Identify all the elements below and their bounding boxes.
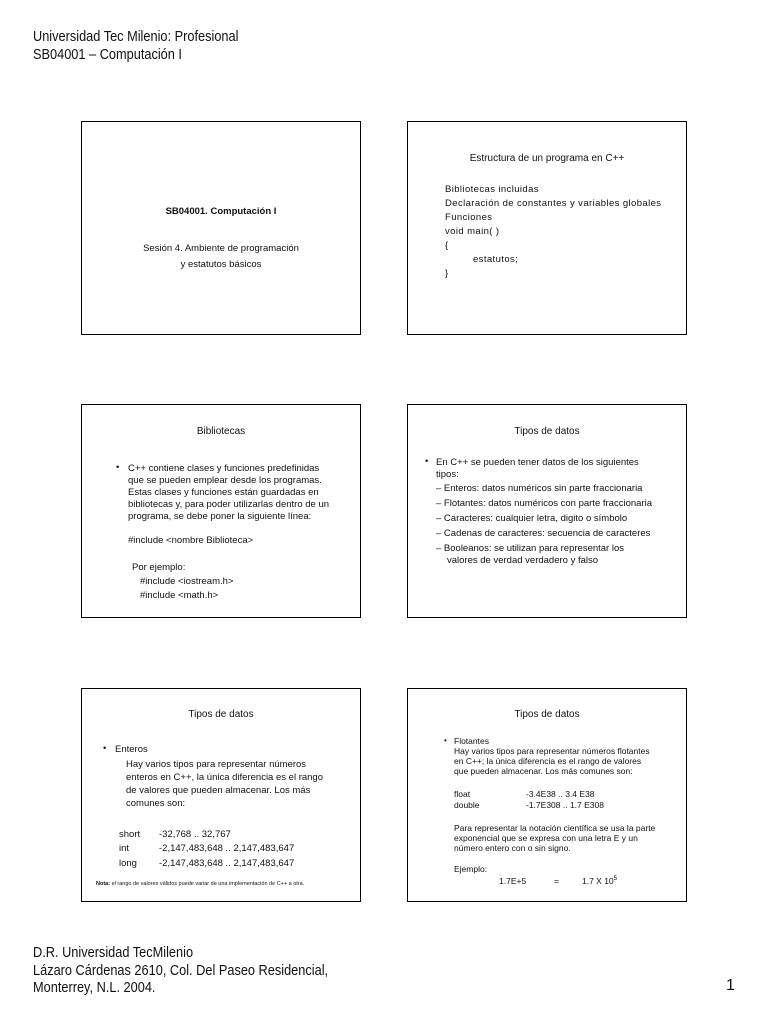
slide-3 <box>81 404 361 618</box>
code-line: void main( ) <box>445 226 500 237</box>
slide-6 <box>407 688 687 902</box>
slide-5-title: Tipos de datos <box>188 709 254 720</box>
example-right-base: 1.7 X 10 <box>582 876 614 886</box>
bullet-text: Flotantes <box>454 736 489 746</box>
slide-1 <box>81 121 361 335</box>
slide-2 <box>407 121 687 335</box>
intro-text: En C++ se pueden tener datos de los siguientes <box>436 457 639 468</box>
bullet-dot: • <box>103 743 107 754</box>
sci-line: exponencial que se expresa con una letra E y un <box>454 833 638 843</box>
example-label: Ejemplo: <box>454 864 488 874</box>
code-line: Declaración de constantes y variables globales <box>445 198 662 209</box>
desc-line: Hay varios tipos para representar números flotantes <box>454 746 650 756</box>
sub-item: – Enteros: datos numéricos sin parte fraccionaria <box>436 483 643 494</box>
footer-line-3: Monterrey, N.L. 2004. <box>33 980 156 996</box>
desc-line: de valores que pueden almacenar. Los más <box>126 785 311 796</box>
slide-5 <box>81 688 361 902</box>
type-range: -32,768 .. 32,767 <box>159 829 231 840</box>
example-right <box>582 876 617 886</box>
slide-2-title: Estructura de un programa en C++ <box>469 153 625 164</box>
bullet-dot: • <box>116 462 120 473</box>
type-name: short <box>119 829 141 840</box>
desc-line: enteros en C++, la única diferencia es el rango <box>126 772 323 783</box>
desc-line: que pueden almacenar. Los más comunes son: <box>454 766 633 776</box>
example-equals: = <box>554 876 559 886</box>
slide-1-title: SB04001. Computación I <box>165 206 277 217</box>
bullet-text: C++ contiene clases y funciones predefinidas <box>128 463 320 474</box>
footer-line-1: D.R. Universidad TecMilenio <box>33 945 194 961</box>
intro-text: tipos: <box>436 469 459 480</box>
example-label: Por ejemplo: <box>132 562 186 573</box>
code-line: estatutos; <box>473 254 519 265</box>
code-line: } <box>445 268 449 279</box>
bullet-text: bibliotecas y, para poder utilizarlas dentro de un <box>128 499 330 510</box>
slide-4-title: Tipos de datos <box>514 426 580 437</box>
bullet-text: Enteros <box>115 744 148 755</box>
sub-item: – Cadenas de caracteres: secuencia de caracteres <box>436 528 651 539</box>
type-name: long <box>119 858 137 869</box>
desc-line: comunes son: <box>126 798 186 809</box>
sub-item: – Caracteres: cualquier letra, digito o símbolo <box>436 513 628 524</box>
sub-item: – Flotantes: datos numéricos con parte fraccionaria <box>436 498 652 509</box>
type-name: float <box>454 789 471 799</box>
sci-line: Para representar la notación científica se usa la parte <box>454 823 656 833</box>
code-line: Bibliotecas incluidas <box>445 184 539 195</box>
slide-3-title: Bibliotecas <box>196 426 246 437</box>
example-left: 1.7E+5 <box>499 876 527 886</box>
desc-line: Hay varios tipos para representar números <box>126 759 307 770</box>
header-line-2: SB04001 – Computación I <box>33 47 182 63</box>
header-line-1: Universidad Tec Milenio: Profesional <box>33 29 239 45</box>
desc-line: en C++; la única diferencia es el rango de valores <box>454 756 642 766</box>
page-number: 1 <box>726 977 735 994</box>
type-name: double <box>454 800 480 810</box>
footer-line-2: Lázaro Cárdenas 2610, Col. Del Paseo Residencial, <box>33 963 329 979</box>
sub-item: – Booleanos: se utilizan para representar los <box>436 543 625 554</box>
sci-line: número entero con o sin signo. <box>454 843 571 853</box>
type-range: -1.7E308 .. 1.7 E308 <box>526 800 604 810</box>
bullet-dot: • <box>444 736 447 745</box>
example-line: #include <iostream.h> <box>140 576 234 587</box>
note <box>96 881 304 888</box>
include-line: #include <nombre Biblioteca> <box>128 535 254 546</box>
slide-4 <box>407 404 687 618</box>
slide-1-subtitle-1: Sesión 4. Ambiente de programación <box>143 243 299 254</box>
note-text: el rango de valores válidos puede variar de una implementación de C++ a otra. <box>110 881 305 887</box>
type-range: -3.4E38 .. 3.4 E38 <box>526 789 595 799</box>
sub-item-cont: valores de verdad verdadero y falso <box>447 555 599 566</box>
slide-1-subtitle-2: y estatutos básicos <box>180 259 262 270</box>
bullet-dot: • <box>425 456 429 467</box>
code-line: Funciones <box>445 212 493 223</box>
type-range: -2,147,483,648 .. 2,147,483,647 <box>159 858 295 869</box>
example-line: #include <math.h> <box>140 590 219 601</box>
bullet-text: programa, se debe poner la siguiente línea: <box>128 511 312 522</box>
bullet-text: que se pueden emplear desde los programas. <box>128 475 322 486</box>
type-range: -2,147,483,648 .. 2,147,483,647 <box>159 843 295 854</box>
example-exponent: 5 <box>613 876 618 882</box>
bullet-text: Estas clases y funciones están guardadas en <box>128 487 319 498</box>
slide-6-title: Tipos de datos <box>514 709 580 720</box>
type-name: int <box>119 843 130 854</box>
note-label: Nota: <box>96 881 111 887</box>
code-line: { <box>445 240 449 251</box>
